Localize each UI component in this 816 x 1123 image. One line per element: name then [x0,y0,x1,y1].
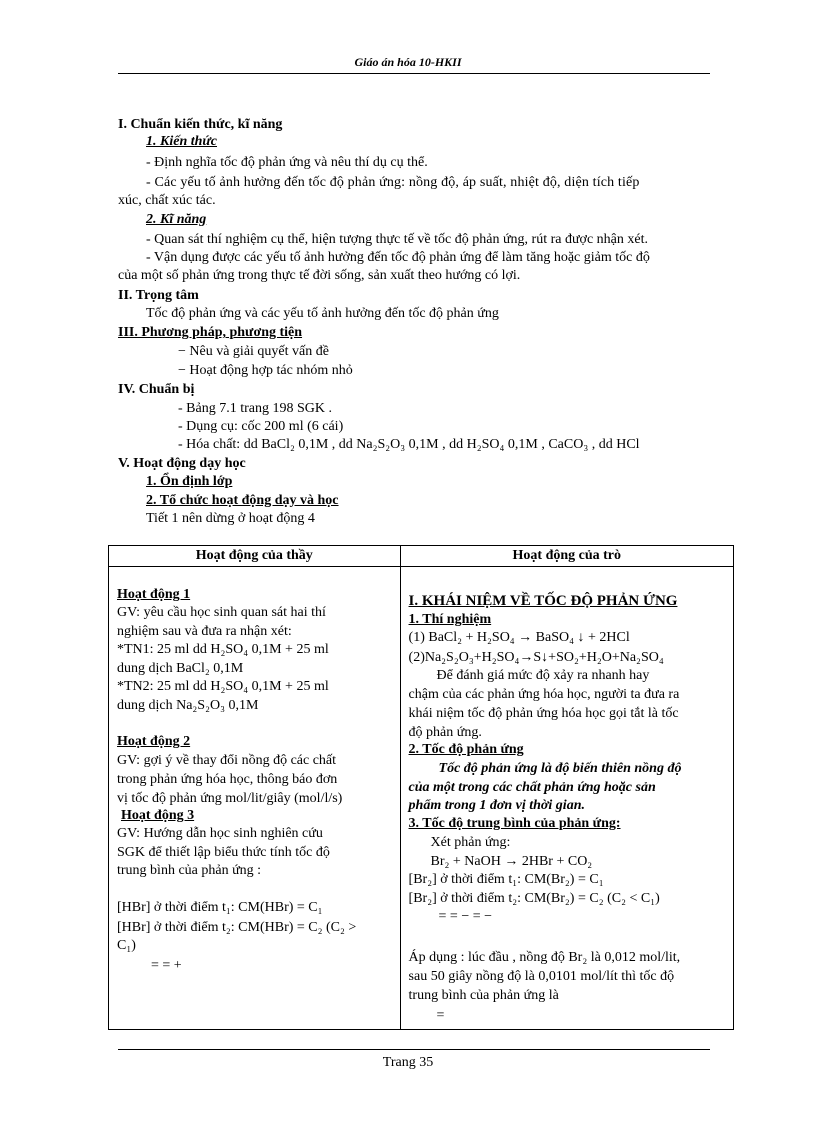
left-l9: vị tốc độ phản ứng mol/lit/giây (mol/l/s) [117,791,343,806]
section1-sub1: 1. Kiến thức [146,134,218,149]
right-r7: Xét phản ứng: [430,835,511,850]
left-l16: = = + [151,958,182,973]
left-l6: dung dịch Na₂S₂O₃ 0,1M [117,698,259,713]
section3-heading: III. Phương pháp, phương tiện [118,325,303,340]
right-r4: chậm của các phản ứng hóa học, người ta đưa ra [408,687,680,702]
left-l14: [HBr] ở thời điểm t₂: CM(HBr) = C₂ (C₂ > [117,920,357,935]
section1-sub2: 2. Kĩ năng [146,212,207,227]
left-hd3: Hoạt động 3 [121,808,195,823]
section3-m2: − Hoạt động hợp tác nhóm nhỏ [178,363,353,378]
left-l11: SGK để thiết lập biểu thức tính tốc độ [117,845,330,860]
page-number: Trang 35 [382,1055,434,1070]
section2-text: Tốc độ phản ứng và các yếu tố ảnh hưởng đến tốc độ phản ứng [146,306,499,321]
section1-k1: - Định nghĩa tốc độ phản ứng và nêu thí dụ cụ thể. [146,155,428,170]
left-l8: trong phản ứng hóa học, thông báo đơn [117,772,338,787]
section5-a2: 2. Tổ chức hoạt động dạy và học [146,493,339,508]
right-r3: Để đánh giá mức độ xảy ra nhanh hay [436,668,650,683]
table-header-student: Hoạt động của trò [400,546,733,567]
left-l15: C₁) [117,938,136,953]
left-l12: trung bình của phản ứng : [117,863,262,878]
section1-s1: - Quan sát thí nghiệm cụ thể, hiện tượng thực tế về tốc độ phản ứng, rút ra được nhận xét. [146,232,648,247]
right-d1: Tốc độ phản ứng là độ biến thiên nồng độ [438,761,682,776]
right-h3: 3. Tốc độ trung bình của phản ứng: [408,816,621,831]
left-l4: dung dịch BaCl₂ 0,1M [117,661,244,676]
section5-a1: 1. Ổn định lớp [146,474,233,489]
student-column [400,567,733,1030]
right-h1: 1. Thí nghiệm [408,612,492,627]
left-l1: GV: yêu cầu học sinh quan sát hai thí [117,605,326,620]
section1-s2b: của một số phản ứng trong thực tế đời sống, sản xuất theo hướng có lợi. [118,268,521,283]
right-r5: khái niệm tốc độ phản ứng hóa học gọi tắt là tốc [408,706,679,721]
right-d3: phẩm trong 1 đơn vị thời gian. [408,798,585,813]
right-r14: trung bình của phản ứng là [408,988,559,1003]
section4-p3: - Hóa chất: dd BaCl₂ 0,1M , dd Na₂S₂O₃ 0,1M , dd H₂SO₄ 0,1M , CaCO₃ , dd HCl [178,437,640,452]
left-l3: *TN1: 25 ml dd H₂SO₄ 0,1M + 25 ml [117,642,329,657]
activity-table [108,545,734,1030]
section3-m1: − Nêu và giải quyết vấn đề [178,344,329,359]
teacher-column [109,567,401,1030]
left-l13: [HBr] ở thời điểm t₁: CM(HBr) = C₁ [117,900,323,915]
footer-rule [118,1049,710,1050]
table-header-teacher: Hoạt động của thầy [109,546,401,567]
section1-k2a: - Các yếu tố ảnh hưởng đến tốc độ phản ứng: nồng độ, áp suất, nhiệt độ, diện tích tiếp [146,175,640,190]
right-title: I. KHÁI NIỆM VỀ TỐC ĐỘ PHẢN ỨNG [408,593,678,609]
right-r12: Áp dụng : lúc đầu , nồng độ Br₂ là 0,012 mol/lit, [408,950,681,965]
right-r15: = [436,1008,445,1023]
section2-heading: II. Trọng tâm [118,288,199,303]
right-r6: độ phản ứng. [408,725,482,740]
right-r10: [Br₂] ở thời điểm t₂: CM(Br₂) = C₂ (C₂ < C₁) [408,891,660,906]
left-l10: GV: Hướng dẫn học sinh nghiên cứu [117,826,323,841]
section1-heading: I. Chuẩn kiến thức, kĩ năng [118,117,283,132]
left-l7: GV: gợi ý về thay đổi nồng độ các chất [117,753,337,768]
section4-p2: - Dụng cụ: cốc 200 ml (6 cái) [178,419,344,434]
left-hd2: Hoạt động 2 [117,734,191,749]
section1-s2a: - Vận dụng được các yếu tố ảnh hưởng đến tốc độ phản ứng để làm tăng hoặc giảm tốc độ [146,250,650,265]
header-rule [118,73,710,74]
right-r1: (1) BaCl₂ + H₂SO₄ → BaSO₄ ↓ + 2HCl [408,630,630,645]
right-r11: = = − = − [438,909,493,924]
left-l2: nghiệm sau và đưa ra nhận xét: [117,624,292,639]
right-d2: của một trong các chất phản ứng hoặc sản [408,780,656,795]
right-r2: (2)Na₂S₂O₃+H₂SO₄→S↓+SO₂+H₂O+Na₂SO₄ [408,650,664,665]
right-r13: sau 50 giây nồng độ là 0,0101 mol/lít thì tốc độ [408,969,675,984]
right-r9: [Br₂] ở thời điểm t₁: CM(Br₂) = C₁ [408,872,604,887]
section5-heading: V. Hoạt động dạy học [118,456,246,471]
left-l5: *TN2: 25 ml dd H₂SO₄ 0,1M + 25 ml [117,679,329,694]
right-h2: 2. Tốc độ phản ứng [408,742,524,757]
section5-note: Tiết 1 nên dừng ở hoạt động 4 [146,511,315,526]
header-title: Giáo án hóa 10-HKII [354,55,462,69]
right-r8: Br₂ + NaOH → 2HBr + CO₂ [430,854,593,869]
section4-p1: - Bảng 7.1 trang 198 SGK . [178,401,332,416]
left-hd1: Hoạt động 1 [117,587,191,602]
section1-k2b: xúc, chất xúc tác. [118,193,216,208]
section4-heading: IV. Chuẩn bị [118,382,195,397]
